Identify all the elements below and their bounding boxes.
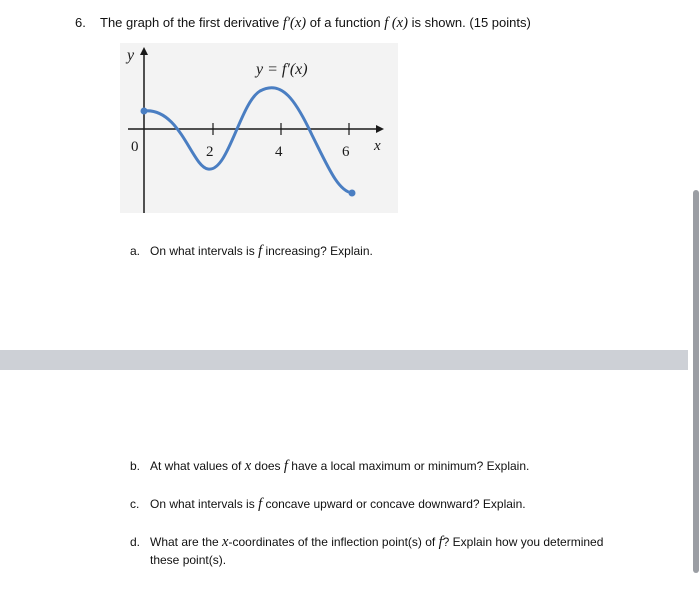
part-c-post: concave upward or concave downward? Explain. [265, 497, 526, 511]
part-a-var: f [258, 243, 263, 259]
part-d [130, 533, 630, 569]
part-d-var-f: f [438, 534, 443, 550]
question-header [75, 15, 531, 32]
curve-end-point [349, 190, 356, 197]
y-axis-label: y [127, 47, 135, 64]
part-b-var-f: f [283, 458, 288, 474]
tick-label-4: 4 [275, 144, 283, 160]
part-d-var-x: x [222, 534, 229, 550]
curve-start-point [141, 108, 148, 115]
question-text-3: is shown. (15 points) [411, 15, 531, 30]
fprime-notation: f′(x) [282, 15, 307, 31]
part-c [130, 496, 526, 513]
part-b-post: have a local maximum or minimum? Explain. [291, 459, 530, 473]
part-a-letter: a. [130, 244, 141, 258]
part-b-mid: does [254, 459, 281, 473]
part-d-line-2: these point(s). [150, 553, 227, 567]
question-text-2: of a function [309, 15, 381, 30]
scrollbar-thumb[interactable] [693, 190, 699, 573]
page-break-divider [0, 350, 688, 370]
part-b [130, 458, 529, 475]
graph-svg [120, 43, 398, 213]
part-b-var-x: x [244, 458, 252, 474]
derivative-curve [144, 88, 352, 193]
tick-label-6: 6 [342, 144, 350, 160]
part-a [130, 243, 373, 260]
part-c-pre: On what intervals is [150, 497, 255, 511]
part-c-letter: c. [130, 497, 140, 511]
part-a-pre: On what intervals is [150, 244, 255, 258]
curve-label: y = f′(x) [256, 61, 308, 78]
part-a-post: increasing? Explain. [265, 244, 373, 258]
derivative-graph [120, 43, 398, 213]
x-axis-label: x [374, 138, 381, 154]
part-c-var: f [258, 496, 263, 512]
tick-label-2: 2 [206, 144, 214, 160]
f-notation: f (x) [384, 15, 408, 31]
part-d-post: ? Explain how you determined [442, 535, 604, 549]
part-d-pre: What are the [150, 535, 219, 549]
part-b-letter: b. [130, 459, 141, 473]
part-b-pre: At what values of [150, 459, 242, 473]
part-d-mid: -coordinates of the inflection point(s) of [228, 535, 436, 549]
origin-label: 0 [131, 139, 139, 155]
question-text-1: The graph of the first derivative [100, 15, 280, 30]
question-number: 6. [75, 15, 86, 30]
part-d-letter: d. [130, 535, 141, 549]
